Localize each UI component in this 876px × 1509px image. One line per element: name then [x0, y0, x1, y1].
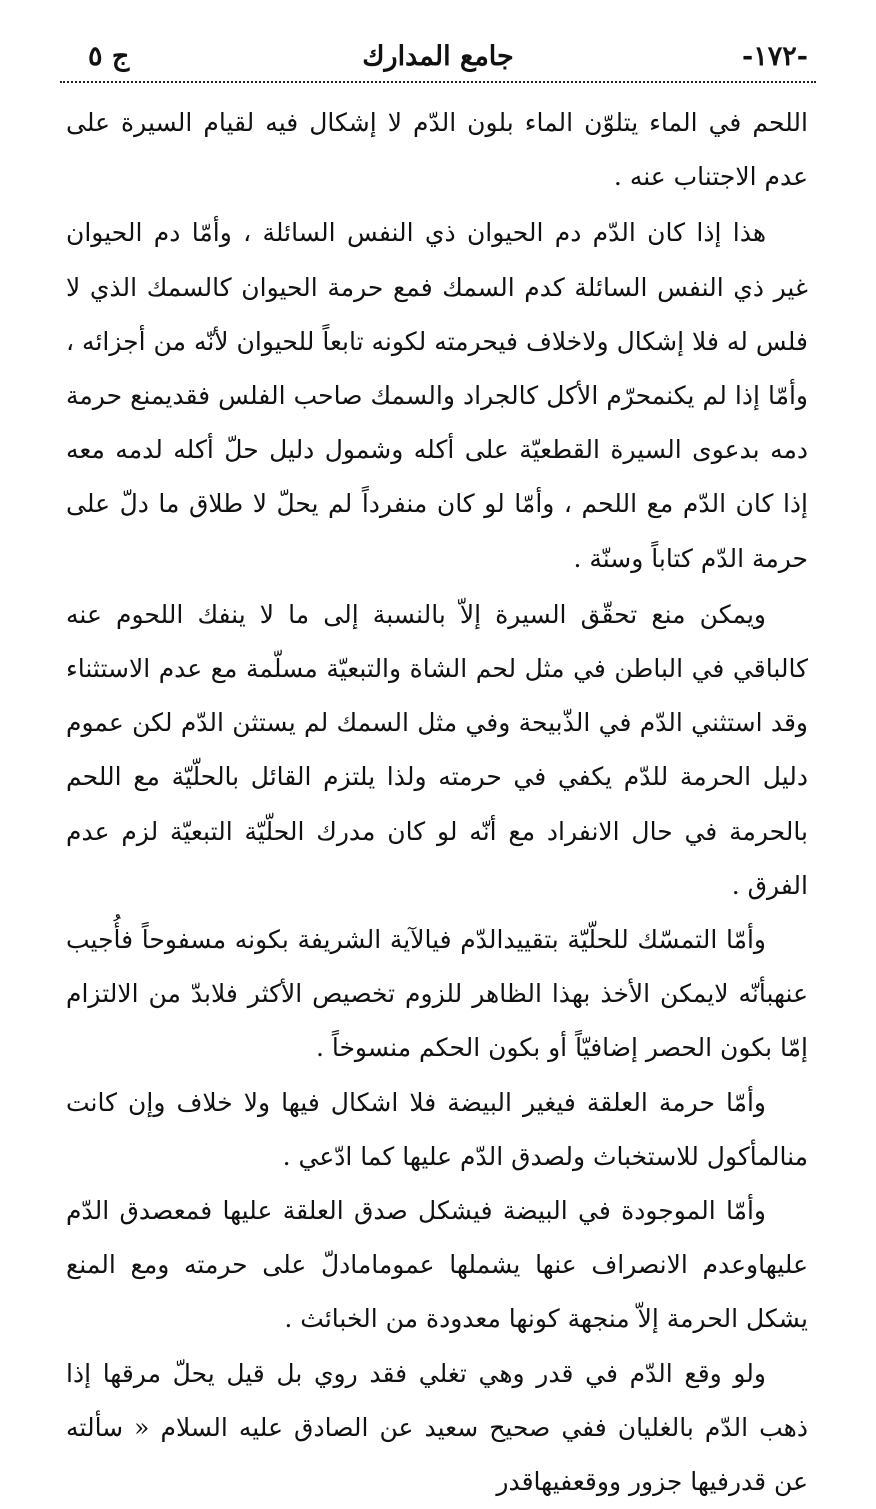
- volume-label: ج ٥: [88, 41, 130, 72]
- paragraph: وأمّا الموجودة في البيضة فيشكل صدق العلقة عليها فمعصدق الدّم عليهاوعدم الانصراف عنها يشملها عمومامادلّ على حرمته ومع المنع يشكل الحرمة إلاّ منجهة كونها معدودة من الخبائث .: [66, 1196, 808, 1334]
- paragraph: وأمّا حرمة العلقة فيغير البيضة فلا اشكال فيها ولا خلاف وإن كانت منالمأكول للاستخباث ولصدق الدّم عليها كما ادّعي .: [66, 1087, 808, 1171]
- page-number: -١٧٢-: [742, 41, 808, 72]
- paragraph: وأمّا التمسّك للحلّيّة بتقييدالدّم فيالآية الشريفة بكونه مسفوحاً فأُجيب عنهبأنّه لايمكن الأخذ بهذا الظاهر للزوم تخصيص الأكثر فلابدّ من الالتزام إمّا بكون الحصر إضافيّاً أو بكون الحكم منسوخاً .: [66, 925, 808, 1063]
- paragraph: ويمكن منع تحقّق السيرة إلاّ بالنسبة إلى ما لا ينفك اللحوم عنه كالباقي في الباطن في مثل لحم الشاة والتبعيّة مسلّمة مع عدم الاستثناء وقد استثني الدّم في الذّبيحة وفي مثل السمك لم يستثن الدّم لكن عموم دليل الحرمة للدّم يكفي في حرمته ولذا يلتزم القائل بالحلّيّة مع اللحم بالحرمة في حال الانفراد مع أنّه لو كان مدرك الحلّيّة التبعيّة لزم عدم الفرق .: [66, 599, 808, 900]
- paragraph: ولو وقع الدّم في قدر وهي تغلي فقد روي بل قيل يحلّ مرقها إذا ذهب الدّم بالغليان ففي صحيح سعيد عن الصادق عليه السلام « سألته عن قدرفيها جزور ووقعفيهاقدر: [66, 1358, 808, 1497]
- paragraph: اللحم في الماء يتلوّن الماء بلون الدّم لا إشكال فيه لقيام السيرة على عدم الاجتناب عنه .: [66, 108, 808, 192]
- paragraph: هذا إذا كان الدّم دم الحيوان ذي النفس السائلة ، وأمّا دم الحيوان غير ذي النفس السائلة كدم السمك فمع حرمة الحيوان كالسمك الذي لا فلس له فلا إشكال ولاخلاف فيحرمته لكونه تابعاً للحيوان لأنّه من أجزائه ، وأمّا إذا لم يكنمحرّم الأكل كالجراد والسمك صاحب الفلس فقديمنع حرمة دمه بدعوى السيرة القطعيّة على أكله وشمول دليل حلّ أكله لدمه معه إذا كان الدّم مع اللحم ، وأمّا لو كان منفرداً لم يحلّ لا طلاق ما دلّ على حرمة الدّم كتاباً وسنّة .: [66, 218, 808, 573]
- book-title: جامع المدارك: [362, 41, 514, 72]
- header-divider: [60, 81, 816, 83]
- page-body: [66, 96, 808, 1509]
- page-header: [64, 36, 812, 82]
